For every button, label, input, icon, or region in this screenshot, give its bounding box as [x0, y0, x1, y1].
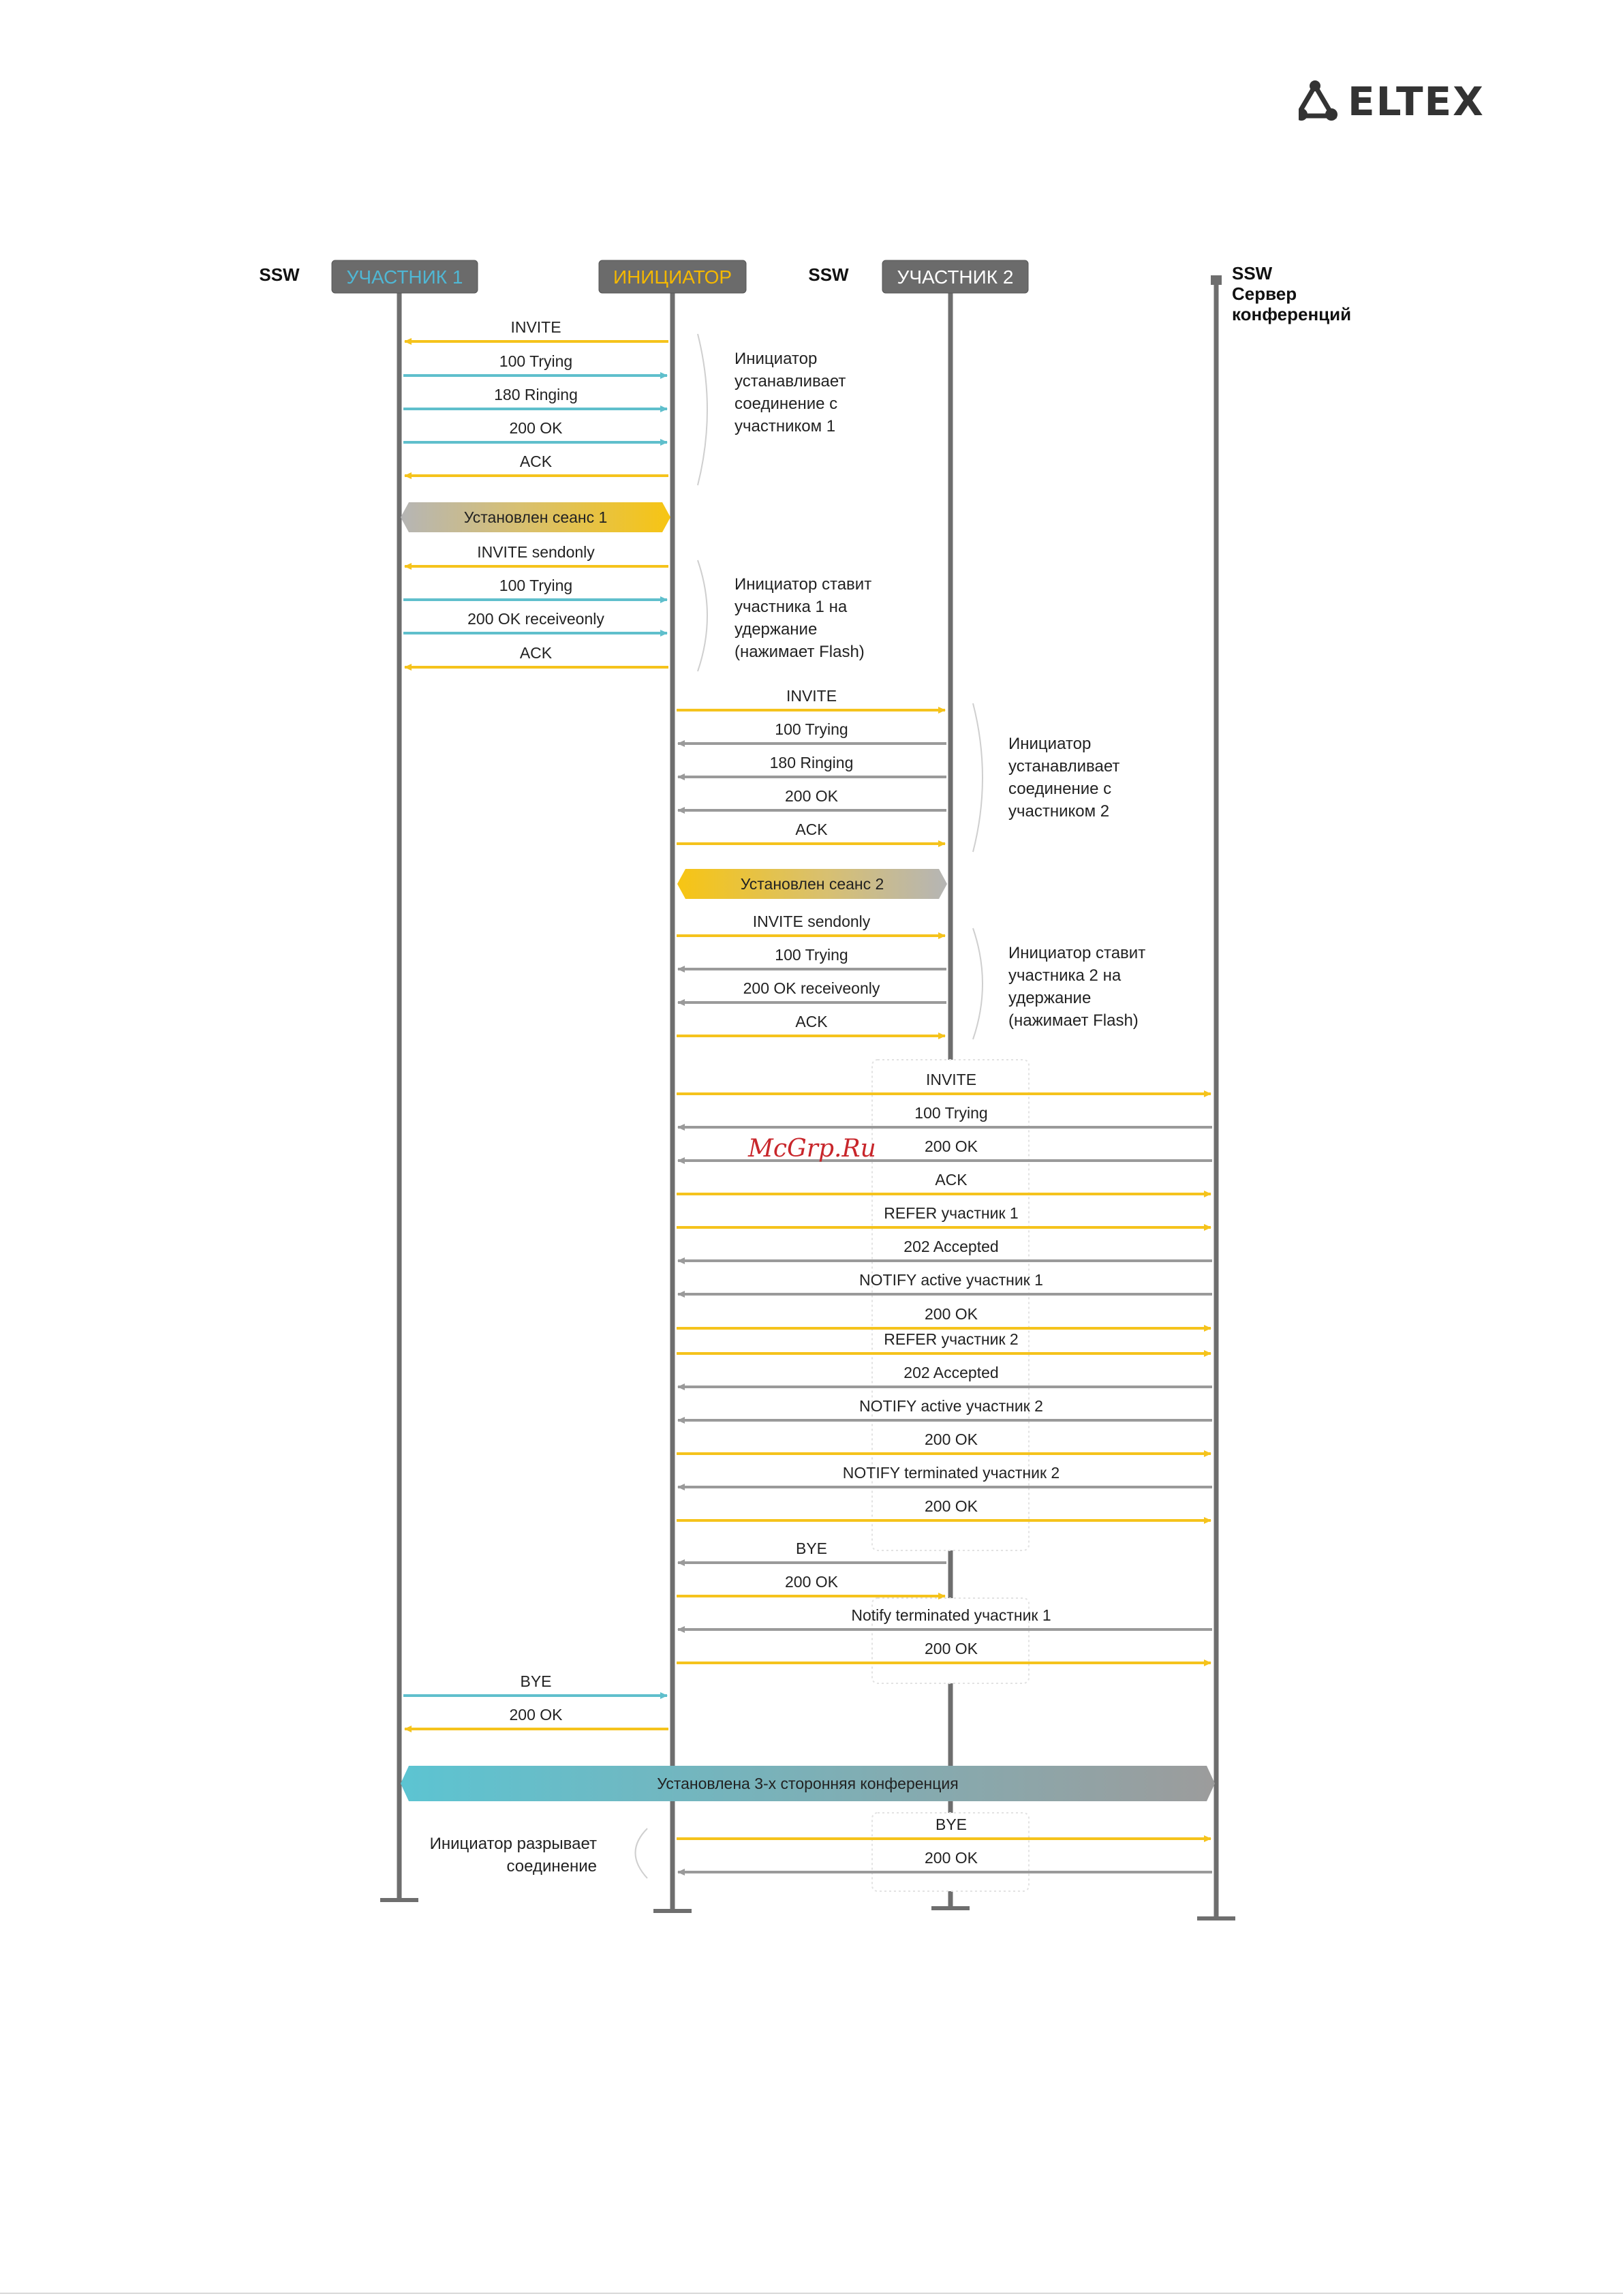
- label-server-0: SSW: [1232, 263, 1273, 284]
- note-hold-participant2-line-0: Инициатор ставит: [1008, 944, 1146, 962]
- message-label-18: INVITE: [925, 1071, 977, 1088]
- message-label-26: REFER участник 2: [884, 1330, 1019, 1348]
- message-label-11: 180 Ringing: [769, 754, 854, 771]
- note-hold-participant2-line-1: участника 2 на: [1008, 966, 1122, 985]
- message-label-25: 200 OK: [925, 1305, 978, 1323]
- message-label-38: BYE: [935, 1816, 968, 1833]
- message-label-31: 200 OK: [925, 1497, 978, 1515]
- note-connect-participant1-line-0: Инициатор: [735, 350, 818, 368]
- note-connect-participant2-line-0: Инициатор: [1008, 735, 1092, 753]
- note-disconnect-line-0: Инициатор разрывает: [429, 1835, 597, 1853]
- header-participant1: УЧАСТНИК 1: [346, 266, 463, 288]
- message-label-37: 200 OK: [509, 1706, 563, 1724]
- message-label-4: ACK: [519, 453, 553, 470]
- message-label-14: INVITE sendonly: [752, 913, 871, 930]
- message-label-20: 200 OK: [925, 1137, 978, 1155]
- note-connect-participant1-line-2: соединение с: [735, 395, 838, 413]
- message-label-16: 200 OK receiveonly: [743, 979, 880, 997]
- message-label-34: Notify terminated участник 1: [851, 1606, 1051, 1624]
- note-connect-participant2-bracket: [973, 703, 983, 852]
- note-hold-participant1-line-0: Инициатор ставит: [735, 575, 872, 594]
- message-label-21: ACK: [935, 1171, 968, 1189]
- message-label-2: 180 Ringing: [494, 386, 578, 403]
- label-server-1: Сервер: [1232, 284, 1297, 304]
- message-label-22: REFER участник 1: [884, 1204, 1019, 1222]
- message-label-28: NOTIFY active участник 2: [859, 1397, 1043, 1415]
- note-hold-participant2-line-3: (нажимает Flash): [1008, 1011, 1139, 1030]
- note-hold-participant1-line-2: удержание: [735, 620, 818, 639]
- header-initiator: ИНИЦИАТОР: [613, 266, 732, 288]
- message-label-8: ACK: [519, 644, 553, 662]
- session1-banner: Установлен сеанс 1: [463, 508, 608, 526]
- note-disconnect-line-1: соединение: [506, 1857, 597, 1876]
- message-label-27: 202 Accepted: [903, 1364, 999, 1381]
- server-lifeline-cap: [1211, 275, 1222, 285]
- watermark: McGrp.Ru: [748, 1135, 876, 1163]
- note-hold-participant1-bracket: [698, 560, 707, 671]
- message-label-32: BYE: [795, 1540, 828, 1557]
- note-connect-participant1-line-1: устанавливает: [735, 372, 846, 391]
- note-hold-participant2-bracket: [973, 928, 983, 1039]
- header-participant2: УЧАСТНИК 2: [897, 266, 1014, 288]
- message-label-13: ACK: [795, 821, 828, 838]
- session2-banner: Установлен сеанс 2: [740, 875, 884, 893]
- note-connect-participant1-line-3: участником 1: [735, 417, 836, 435]
- message-label-36: BYE: [520, 1672, 552, 1690]
- note-connect-participant1-bracket: [698, 334, 707, 485]
- message-label-24: NOTIFY active участник 1: [859, 1271, 1043, 1289]
- message-label-29: 200 OK: [925, 1430, 978, 1448]
- note-hold-participant2-line-2: удержание: [1008, 989, 1092, 1007]
- message-label-5: INVITE sendonly: [477, 543, 595, 561]
- message-label-15: 100 Trying: [775, 946, 848, 964]
- note-disconnect-bracket: [636, 1828, 648, 1878]
- message-label-6: 100 Trying: [499, 577, 573, 594]
- label-ssw2: SSW: [808, 264, 849, 285]
- message-label-35: 200 OK: [925, 1640, 978, 1657]
- message-label-10: 100 Trying: [775, 720, 848, 738]
- note-connect-participant2-line-2: соединение с: [1008, 780, 1112, 798]
- note-connect-participant2-line-3: участником 2: [1008, 802, 1110, 821]
- message-label-19: 100 Trying: [914, 1104, 988, 1122]
- message-label-9: INVITE: [786, 687, 837, 705]
- message-label-17: ACK: [795, 1013, 828, 1030]
- message-label-3: 200 OK: [509, 419, 563, 437]
- conference-banner: Установлена 3-х сторонняя конференция: [657, 1775, 959, 1792]
- message-label-7: 200 OK receiveonly: [467, 610, 604, 628]
- message-label-30: NOTIFY terminated участник 2: [842, 1464, 1060, 1482]
- message-label-1: 100 Trying: [499, 352, 573, 370]
- note-hold-participant1-line-1: участника 1 на: [735, 598, 848, 616]
- message-label-12: 200 OK: [785, 787, 838, 805]
- note-connect-participant2-line-1: устанавливает: [1008, 757, 1120, 776]
- label-server-2: конференций: [1232, 304, 1352, 324]
- brand-logo-text: ELTEX: [1348, 78, 1485, 125]
- message-label-23: 202 Accepted: [903, 1238, 999, 1255]
- note-hold-participant1-line-3: (нажимает Flash): [735, 643, 865, 661]
- message-label-0: INVITE: [510, 318, 561, 336]
- message-label-39: 200 OK: [925, 1849, 978, 1867]
- message-label-33: 200 OK: [785, 1573, 838, 1591]
- label-ssw1: SSW: [259, 264, 300, 285]
- page-bottom-divider: [0, 2293, 1623, 2294]
